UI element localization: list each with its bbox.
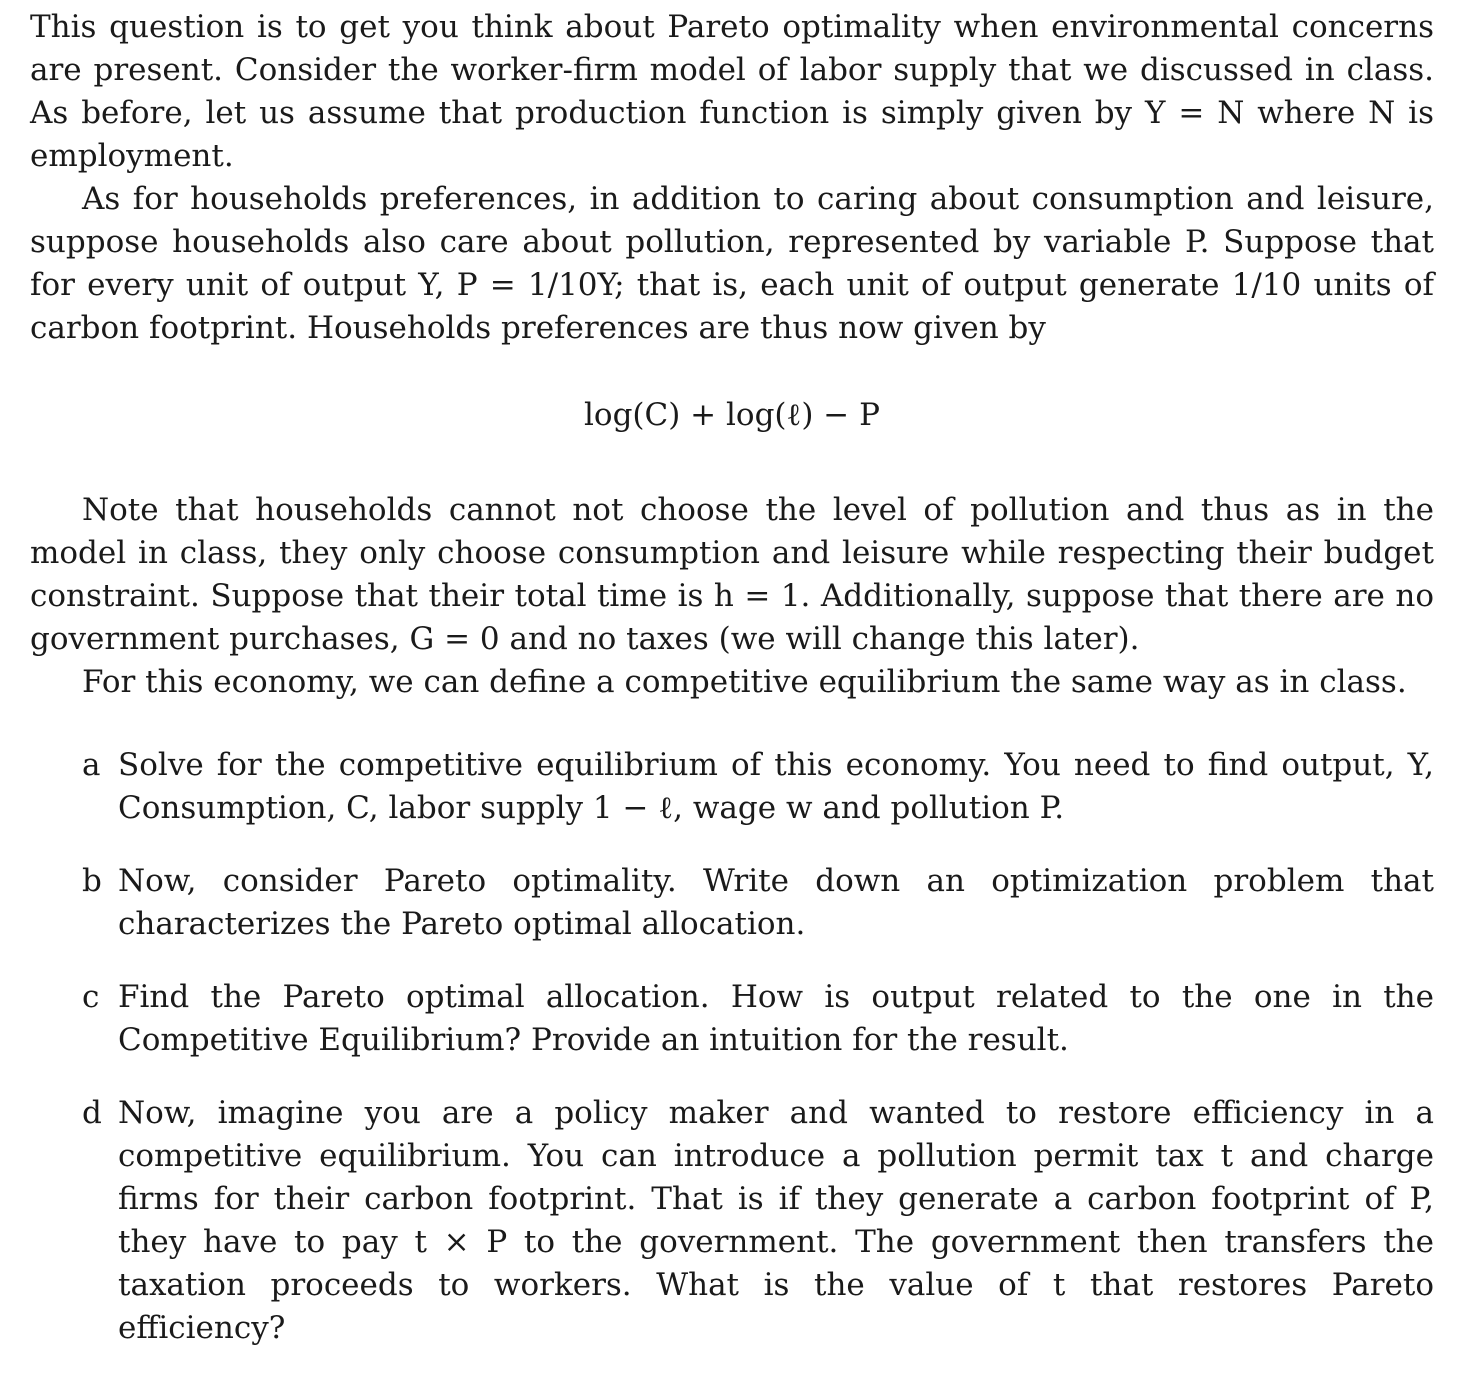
question-text: Now, imagine you are a policy maker and wanted to restore efficiency in a competitive equilibrium. You can introduce a pollution permit tax t and charge firms for their carbon footprint. That is if they generate a carbon footprint of P, they have to pay t × P to the government. The government then transfers the taxation proceeds to workers. What is the value of t that restores Pareto efficiency? bbox=[118, 1095, 1434, 1346]
problem-document bbox=[30, 6, 1434, 1380]
preferences-paragraph: As for households preferences, in addition to caring about consumption and leisure, suppose households also care about pollution, represented by variable P. Suppose that for every unit of output Y, P = 1/10Y; that is, each unit of output generate 1/10 units of carbon footprint. Households preferences are thus now given by bbox=[30, 181, 1434, 346]
question-text: Find the Pareto optimal allocation. How is output related to the one in the Competitive Equilibrium? Provide an intuition for the result. bbox=[118, 979, 1434, 1058]
question-list bbox=[30, 744, 1434, 1350]
question-item-a bbox=[30, 744, 1434, 830]
constraints-paragraph: Note that households cannot not choose the level of pollution and thus as in the model in class, they only choose consumption and leisure while respecting their budget constraint. Suppose that their total time is h = 1. Additionally, suppose that there are no government purchases, G = 0 and no taxes (we will change this later). bbox=[30, 492, 1434, 657]
equilibrium-definition-paragraph: For this economy, we can define a competitive equilibrium the same way as in class. bbox=[82, 664, 1407, 700]
question-text: Solve for the competitive equilibrium of this economy. You need to find output, Y, Consumption, C, labor supply 1 − ℓ, wage w and pollution P. bbox=[118, 747, 1434, 826]
question-label: c bbox=[82, 979, 100, 1015]
intro-paragraph: This question is to get you think about Pareto optimality when environmental concerns are present. Consider the worker-firm model of labor supply that we discussed in class. As before, let us assume that production function is simply given by Y = N where N is employment. bbox=[30, 9, 1434, 174]
question-label: b bbox=[82, 863, 102, 899]
question-label: a bbox=[82, 747, 101, 783]
question-item-c bbox=[30, 976, 1434, 1062]
question-item-d bbox=[30, 1092, 1434, 1350]
question-item-b bbox=[30, 860, 1434, 946]
question-label: d bbox=[82, 1095, 102, 1131]
question-text: Now, consider Pareto optimality. Write down an optimization problem that characterizes the Pareto optimal allocation. bbox=[118, 863, 1434, 942]
utility-equation: log(C) + log(ℓ) − P bbox=[583, 397, 880, 433]
